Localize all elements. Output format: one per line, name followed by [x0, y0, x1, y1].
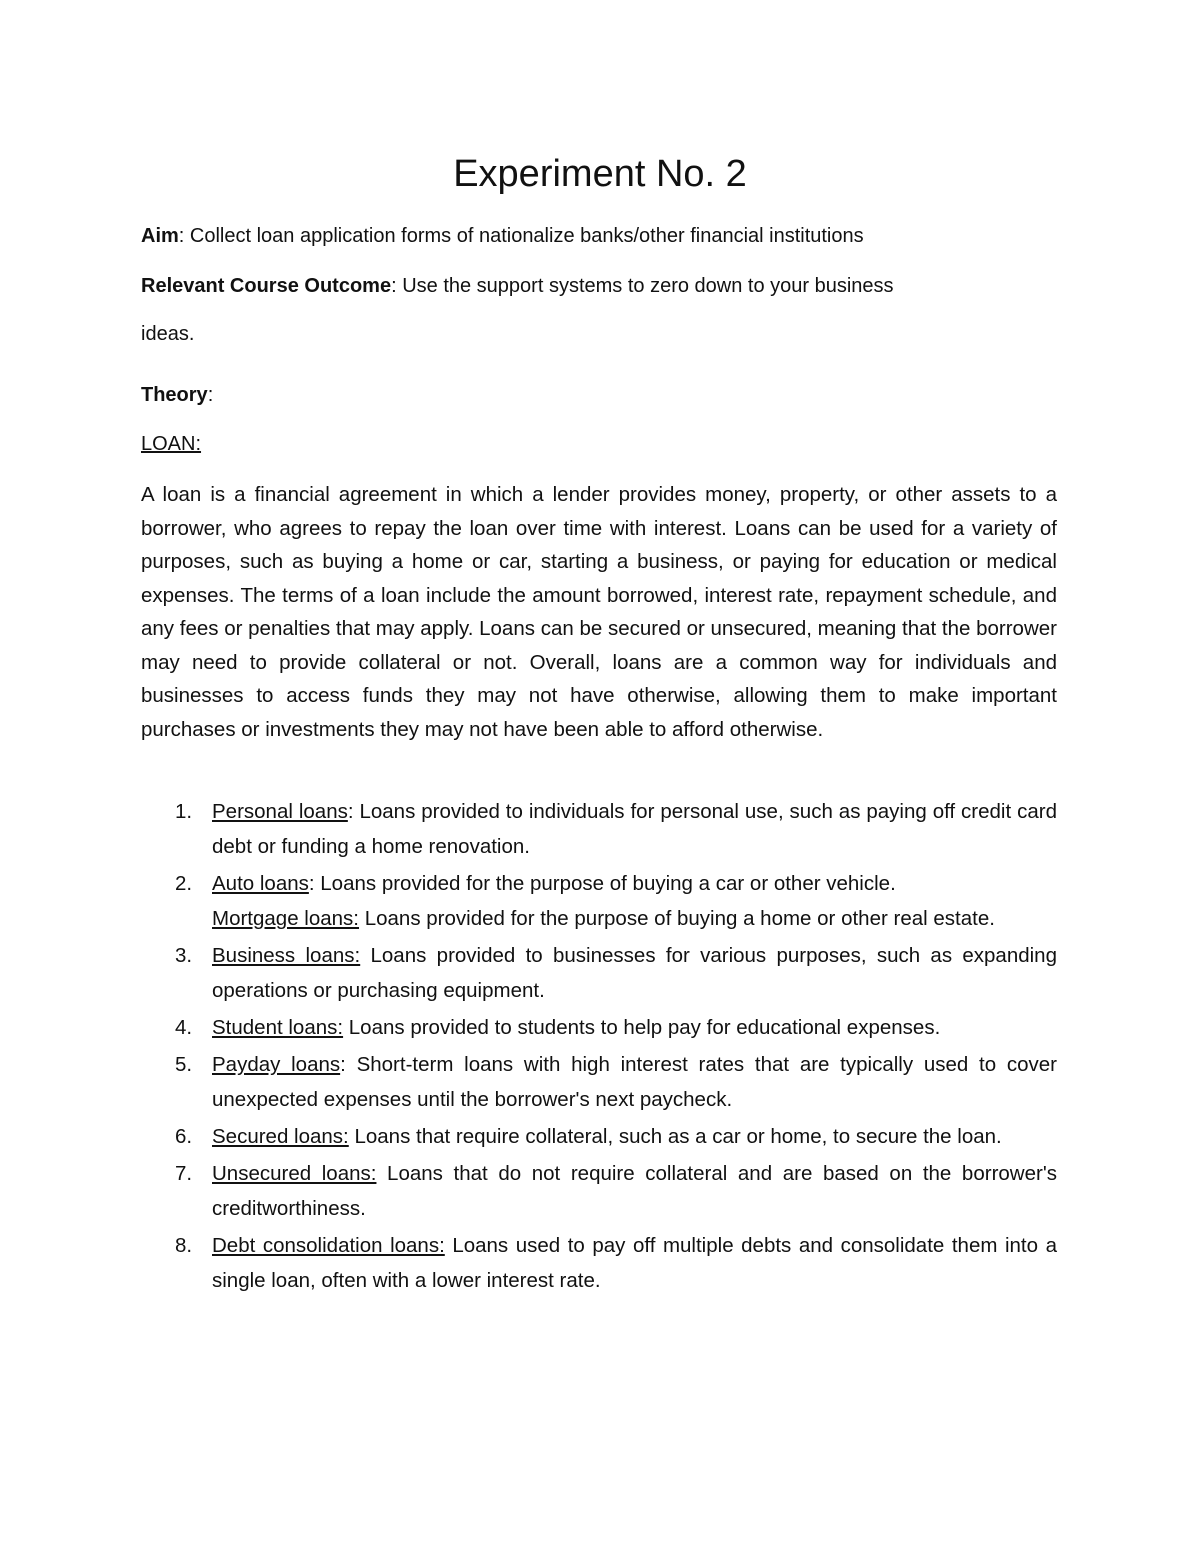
- course-outcome-continuation: ideas.: [141, 323, 195, 345]
- aim-text: : Collect loan application forms of nationalize banks/other financial institutions: [178, 225, 864, 247]
- list-item: [141, 794, 1057, 864]
- list-item: [141, 938, 1057, 1008]
- list-number: 2.: [175, 872, 193, 895]
- list-number: 7.: [175, 1162, 193, 1185]
- course-outcome-text: : Use the support systems to zero down to your business: [391, 275, 894, 297]
- loan-type-name: Debt consolidation loans:: [212, 1234, 445, 1257]
- loan-type-name: Mortgage loans:: [212, 907, 360, 930]
- loan-types-list: [141, 794, 1057, 1300]
- loan-type-name: Personal loans: [212, 800, 348, 823]
- list-item: [141, 1228, 1057, 1298]
- loan-type-description: Loans that require collateral, such as a car or home, to secure the loan.: [348, 1125, 1002, 1148]
- loan-type-name: Payday loans: [212, 1053, 341, 1076]
- loan-type-description: Loans provided for the purpose of buying a car or other vehicle.: [314, 872, 896, 895]
- list-item: [141, 1047, 1057, 1117]
- loan-type-separator: :: [340, 1053, 346, 1076]
- document-title: Experiment No. 2: [453, 153, 747, 195]
- loan-type-separator: :: [308, 872, 315, 895]
- loan-type-description: Loans provided for the purpose of buying a home or other real estate.: [359, 907, 995, 930]
- loan-type-name: Business loans:: [212, 944, 361, 967]
- loan-paragraph: A loan is a financial agreement in which a lender provides money, property, or other assets to a borrower, who agrees to repay the loan over time with interest. Loans can be used for a variety of purposes, such as buying a home or car, starting a business, or paying for education or medical expenses. The terms of a loan include the amount borrowed, interest rate, repayment schedule, and any fees or penalties that may apply. Loans can be secured or unsecured, meaning that the borrower may need to provide collateral or not. Overall, loans are a common way for individuals and businesses to access funds they may not have otherwise, allowing them to make important purchases or investments they may not have been able to afford otherwise.: [141, 483, 1057, 741]
- loan-type-separator: :: [347, 800, 354, 823]
- list-item: [141, 866, 1057, 936]
- list-number: 1.: [175, 800, 193, 823]
- list-number: 3.: [175, 944, 193, 967]
- list-item: [141, 1156, 1057, 1226]
- theory-heading: [141, 381, 213, 409]
- aim-line: [141, 222, 864, 250]
- loan-type-description: Short-term loans with high interest rates that are typically used to cover unexpected expenses until the borrower's next paycheck.: [212, 1053, 1057, 1111]
- loan-type-name: Student loans:: [212, 1016, 344, 1039]
- list-item: [141, 1010, 1057, 1045]
- list-number: 6.: [175, 1125, 193, 1148]
- loan-type-name: Auto loans: [212, 872, 309, 895]
- list-item: [141, 1119, 1057, 1154]
- list-number: 5.: [175, 1053, 193, 1076]
- loan-heading: LOAN:: [141, 433, 202, 455]
- loan-type-description: Loans provided to students to help pay for educational expenses.: [343, 1016, 941, 1039]
- loan-type-description: Loans that do not require collateral and are based on the borrower's creditworthiness.: [212, 1162, 1057, 1220]
- aim-label: Aim: [141, 225, 179, 247]
- loan-type-name: Unsecured loans:: [212, 1162, 377, 1185]
- course-outcome-label: Relevant Course Outcome: [141, 275, 392, 297]
- theory-suffix: :: [207, 384, 214, 406]
- loan-type-description: Loans provided to individuals for personal use, such as paying off credit card debt or funding a home renovation.: [212, 800, 1057, 858]
- list-number: 4.: [175, 1016, 193, 1039]
- loan-type-name: Secured loans:: [212, 1125, 349, 1148]
- loan-type-description: Loans provided to businesses for various purposes, such as expanding operations or purchasing equipment.: [212, 944, 1057, 1002]
- list-number: 8.: [175, 1234, 193, 1257]
- loan-type-description: Loans used to pay off multiple debts and consolidate them into a single loan, often with a lower interest rate.: [212, 1234, 1057, 1292]
- course-outcome-line: [141, 272, 894, 300]
- theory-label: Theory: [141, 384, 208, 406]
